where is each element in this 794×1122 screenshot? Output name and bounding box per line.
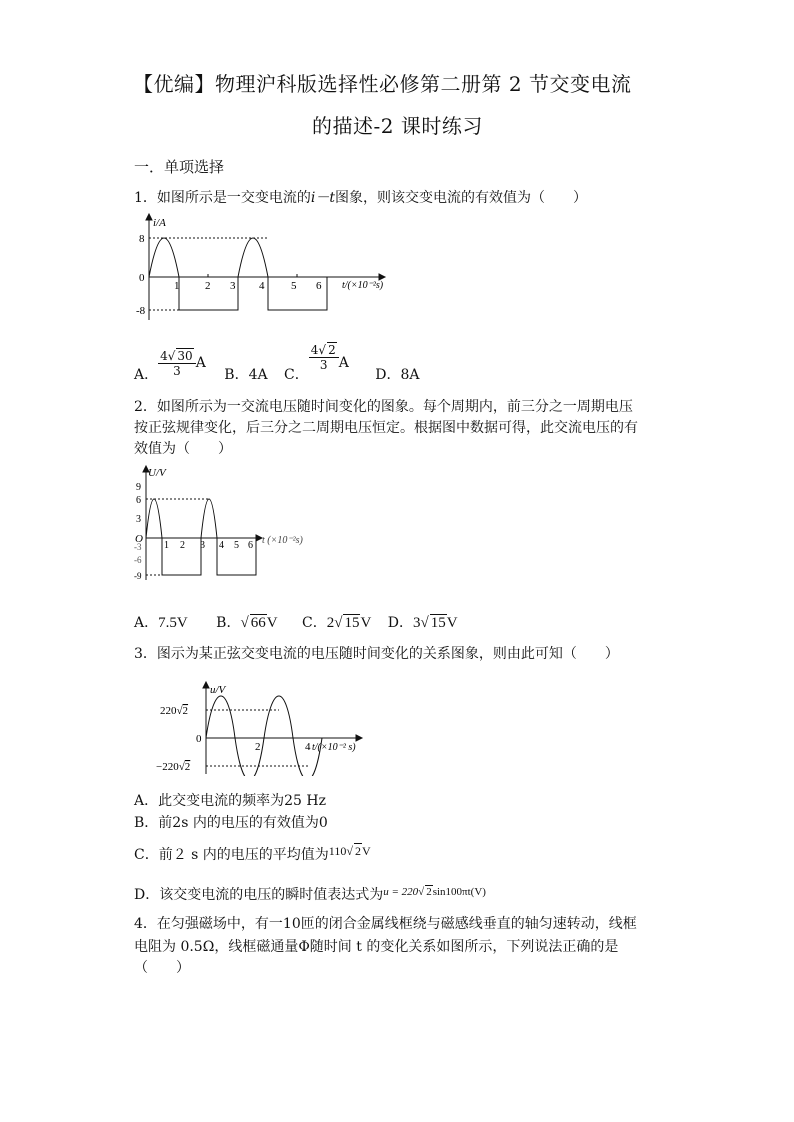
q2-c-unit: V bbox=[360, 615, 372, 631]
q3-option-d-expr: u = 220√ 2sin100πt(V) bbox=[383, 886, 486, 898]
q3-tick-top: 220√2 bbox=[160, 705, 189, 717]
question-2-stem-line3: 效值为（ ） bbox=[134, 441, 232, 457]
q3-option-c-text: C．前２ s 内的电压的平均值为 bbox=[134, 847, 329, 863]
q3-d-post: sin100πt(V) bbox=[432, 886, 486, 898]
q2-tick-x-2: 2 bbox=[180, 540, 185, 551]
q1-tick-y-8: 8 bbox=[139, 233, 145, 245]
q2-c-rad: 15 bbox=[344, 615, 360, 631]
question-2-stem-line2: 按正弦规律变化，后三分之二周期电压恒定。根据图中数据可得，此交流电压的有 bbox=[134, 420, 638, 436]
q2-option-d-value: 3√ 15V bbox=[412, 615, 458, 631]
q1-axis-y-label: i/A bbox=[153, 217, 166, 229]
q3-d-pre: u = 220 bbox=[383, 886, 419, 898]
q1-option-b: B．4A bbox=[224, 367, 268, 383]
q2-tick-x-1: 1 bbox=[164, 540, 169, 551]
q1-option-c-label: C． bbox=[284, 367, 309, 383]
q2-option-a-value: 7.5V bbox=[158, 615, 188, 631]
q1-a-rad: 30 bbox=[177, 349, 193, 363]
q1-stem-end: 图象，则该交变电流的有效值为（ ） bbox=[335, 190, 588, 206]
page-title-line2: 的描述-2 课时练习 bbox=[312, 114, 483, 138]
q1-option-d: D．8A bbox=[375, 367, 420, 383]
q2-option-b-value: √ 66V bbox=[240, 615, 278, 631]
q2-option-c-label: C． bbox=[302, 615, 327, 631]
q3-tick-x-2: 2 bbox=[255, 741, 261, 753]
q2-option-a-label: A． bbox=[134, 615, 159, 631]
q2-option-d-label: D． bbox=[387, 615, 413, 631]
q2-tick-y-neg3: -3 bbox=[134, 542, 142, 552]
question-1-stem bbox=[134, 187, 587, 207]
q1-option-c-value: $\frac{4√ 2}{3}$ bbox=[309, 342, 339, 372]
q2-wave-2 bbox=[201, 499, 217, 538]
q3-c-rad: 2 bbox=[354, 844, 361, 858]
q3-option-d bbox=[134, 884, 486, 904]
q2-tick-y-neg6: -6 bbox=[134, 555, 142, 565]
q1-stem-var: i－t bbox=[310, 190, 336, 206]
q2-graph bbox=[134, 462, 334, 582]
q2-origin: O bbox=[135, 533, 143, 545]
q1-c-unit: A bbox=[338, 355, 349, 371]
q1-tick-y-neg8: -8 bbox=[136, 305, 146, 317]
q2-axis-y-label: U/V bbox=[148, 467, 166, 479]
q3-sine-wave bbox=[206, 696, 322, 776]
q3-axis-x-label: t/(×10⁻² s) bbox=[312, 742, 356, 753]
q1-option-a-value: $\frac{4√ 30}{3}$ bbox=[158, 348, 196, 378]
q1-c-den: 3 bbox=[319, 358, 328, 372]
q1-options bbox=[134, 342, 420, 384]
q3-tick-bottom-rad: 2 bbox=[184, 761, 191, 773]
q2-tick-y-neg9: -9 bbox=[134, 571, 142, 581]
q2-tick-x-5: 5 bbox=[234, 540, 239, 551]
q3-tick-bottom-coef: −220 bbox=[156, 761, 179, 773]
q3-option-d-text: D．该交变电流的电压的瞬时值表达式为 bbox=[134, 887, 384, 903]
q1-c-rad: 2 bbox=[328, 343, 336, 357]
q3-tick-bottom: −220√2 bbox=[156, 761, 191, 773]
q1-tick-x-3: 3 bbox=[230, 280, 236, 292]
q3-c-coef: 110 bbox=[328, 844, 347, 858]
q2-options bbox=[134, 612, 458, 632]
q3-tick-x-4: 4 bbox=[305, 741, 311, 753]
question-4-stem-line2: 电阻为 0.5Ω，线框磁通量Φ随时间 t 的变化关系如图所示，下列说法正确的是 bbox=[134, 939, 619, 955]
q1-option-a-label: A． bbox=[134, 367, 159, 383]
question-2-stem-line1: 2．如图所示为一交流电压随时间变化的图象。每个周期内，前三分之一周期电压 bbox=[134, 399, 633, 415]
q3-d-rad: 2 bbox=[426, 886, 432, 898]
q2-tick-x-4: 4 bbox=[219, 540, 224, 551]
q2-axis-x-label: t (×10⁻²s) bbox=[262, 535, 303, 546]
page-title-line1: 【优编】物理沪科版选择性必修第二册第 2 节交变电流 bbox=[133, 72, 632, 96]
q2-tick-y-9: 9 bbox=[136, 482, 141, 493]
q1-tick-x-2: 2 bbox=[205, 280, 211, 292]
q2-c-coef: 2 bbox=[326, 615, 335, 631]
q3-tick-top-coef: 220 bbox=[160, 705, 177, 717]
q2-b-rad: 66 bbox=[250, 615, 266, 631]
q2-wave-1 bbox=[146, 499, 162, 538]
q1-tick-y-0: 0 bbox=[139, 272, 145, 284]
q3-option-c bbox=[134, 843, 371, 864]
q2-tick-x-3: 3 bbox=[200, 540, 205, 551]
q3-tick-top-rad: 2 bbox=[182, 705, 189, 717]
q1-graph bbox=[134, 212, 394, 322]
q2-d-coef: 3 bbox=[412, 615, 421, 631]
q2-tick-x-6: 6 bbox=[248, 540, 253, 551]
section-heading: 一．单项选择 bbox=[134, 158, 225, 176]
q1-tick-x-6: 6 bbox=[316, 280, 322, 292]
question-3-stem: 3．图示为某正弦交变电流的电压随时间变化的关系图象，则由此可知（ ） bbox=[134, 646, 619, 662]
q3-tick-zero: 0 bbox=[196, 733, 202, 745]
q3-c-unit: V bbox=[361, 844, 371, 858]
q3-option-a: A．此交变电流的频率为25 Hz bbox=[134, 793, 326, 809]
q1-tick-x-5: 5 bbox=[291, 280, 297, 292]
q2-d-rad: 15 bbox=[430, 615, 446, 631]
q3-graph bbox=[150, 676, 390, 776]
q2-b-unit: V bbox=[266, 615, 278, 631]
q1-tick-x-4: 4 bbox=[259, 280, 265, 292]
q3-option-b: B．前2s 内的电压的有效值为0 bbox=[134, 815, 328, 831]
question-4-stem-line3: （ ） bbox=[134, 960, 190, 976]
question-4-stem-line1: 4．在匀强磁场中，有一10匝的闭合金属线框绕与磁感线垂直的轴匀速转动，线框 bbox=[134, 916, 637, 932]
q2-tick-y-6: 6 bbox=[136, 495, 141, 506]
q1-a-num: 4 bbox=[160, 349, 168, 363]
q3-option-c-value: 110√ 2V bbox=[328, 844, 371, 858]
q1-tick-x-1: 1 bbox=[174, 280, 180, 292]
q1-y-arrow bbox=[146, 214, 152, 220]
q3-axis-y-label: u/V bbox=[210, 684, 226, 696]
q1-axis-x-label: t/(×10⁻²s) bbox=[342, 280, 384, 291]
q1-a-unit: A bbox=[195, 355, 206, 371]
q1-stem-text: 1．如图所示是一交变电流的 bbox=[134, 190, 311, 206]
q1-a-den: 3 bbox=[173, 364, 181, 378]
q2-tick-y-3: 3 bbox=[136, 514, 141, 525]
q2-d-unit: V bbox=[446, 615, 458, 631]
q1-wave-1 bbox=[149, 238, 179, 277]
q2-option-b-label: B． bbox=[216, 615, 241, 631]
q1-wave-2 bbox=[238, 238, 268, 277]
q1-c-num: 4 bbox=[310, 343, 319, 357]
q2-option-c-value: 2√ 15V bbox=[326, 615, 372, 631]
